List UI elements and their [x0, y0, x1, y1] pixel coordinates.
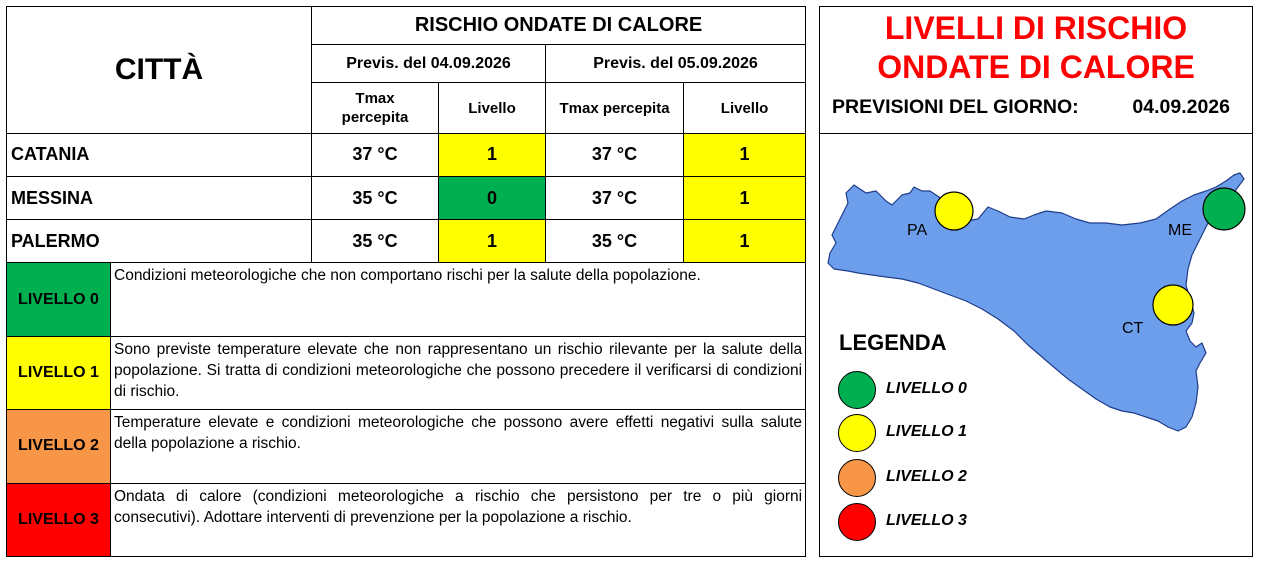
- tmax-day2: 37 °C: [546, 133, 684, 176]
- tmax-day2: 35 °C: [546, 220, 684, 263]
- table-row: [7, 176, 806, 219]
- level-2-dot: [838, 459, 876, 497]
- tmax-day2-header: Tmax percepita: [546, 83, 684, 133]
- forecast-day2-header: Previs. del 05.09.2026: [546, 45, 806, 83]
- level-0-dot: [838, 371, 876, 409]
- level-day1: 1: [439, 133, 546, 176]
- panel-header: [820, 7, 1252, 134]
- legend-title: LEGENDA: [839, 330, 947, 355]
- legend-label: LIVELLO 3: [886, 512, 967, 529]
- city-header: CITTÀ: [7, 7, 312, 134]
- messina-marker: [1203, 188, 1245, 230]
- tmax-day1: 35 °C: [312, 176, 439, 219]
- level-3-dot: [838, 503, 876, 541]
- city-name: CATANIA: [7, 133, 312, 176]
- level-2-description: Temperature elevate e condizioni meteorologiche che possono avere effetti negativi sulla salute della popolazione a rischio.: [111, 410, 806, 483]
- tmax-day1: 37 °C: [312, 133, 439, 176]
- panel-title-line2: ONDATE DI CALORE: [877, 49, 1195, 85]
- level-3-description: Ondata di calore (condizioni meteorologiche a rischio che persistono per tre o più giorni consecutivi). Adottare interventi di prevenzione per la popolazione a rischio.: [111, 483, 806, 556]
- catania-label: CT: [1122, 320, 1144, 337]
- level-day2: 1: [684, 220, 806, 263]
- level-row: [7, 263, 806, 336]
- legend-label: LIVELLO 1: [886, 423, 967, 440]
- palermo-label: PA: [907, 222, 928, 239]
- level-day2-header: Livello: [684, 83, 806, 133]
- level-1-label: LIVELLO 1: [7, 336, 111, 409]
- legend-label: LIVELLO 2: [886, 468, 967, 485]
- palermo-marker: [935, 192, 973, 230]
- level-row: [7, 336, 806, 409]
- table-row: [7, 133, 806, 176]
- catania-marker: [1153, 285, 1193, 325]
- level-day2: 1: [684, 176, 806, 219]
- panel-title-line1: LIVELLI DI RISCHIO: [884, 10, 1188, 46]
- legend-label: LIVELLO 0: [886, 380, 967, 397]
- level-0-label: LIVELLO 0: [7, 263, 111, 336]
- level-1-dot: [838, 414, 876, 452]
- level-0-description: Condizioni meteorologiche che non comportano rischi per la salute della popolazione.: [111, 263, 806, 336]
- city-name: PALERMO: [7, 220, 312, 263]
- city-name: MESSINA: [7, 176, 312, 219]
- level-day1-header: Livello: [439, 83, 546, 133]
- level-row: [7, 410, 806, 483]
- forecast-day-label: PREVISIONI DEL GIORNO:: [832, 96, 1079, 118]
- table-title: RISCHIO ONDATE DI CALORE: [312, 7, 806, 45]
- messina-label: ME: [1168, 222, 1192, 239]
- level-row: [7, 483, 806, 556]
- level-day1: 1: [439, 220, 546, 263]
- heat-risk-table: [6, 6, 806, 557]
- table-row: [7, 220, 806, 263]
- level-day1: 0: [439, 176, 546, 219]
- tmax-day1: 35 °C: [312, 220, 439, 263]
- tmax-day1-header: Tmax percepita: [312, 83, 439, 133]
- risk-map-panel: [819, 6, 1253, 557]
- forecast-day1-header: Previs. del 04.09.2026: [312, 45, 546, 83]
- level-2-label: LIVELLO 2: [7, 410, 111, 483]
- tmax-day2: 37 °C: [546, 176, 684, 219]
- forecast-day-value: 04.09.2026: [1132, 96, 1230, 118]
- level-1-description: Sono previste temperature elevate che non rappresentano un rischio rilevante per la salute della popolazione. Si tratta di condizioni meteorologiche che possono precedere il verificarsi di condizioni di rischio.: [111, 336, 806, 409]
- level-3-label: LIVELLO 3: [7, 483, 111, 556]
- level-day2: 1: [684, 133, 806, 176]
- sicily-map: [820, 135, 1252, 455]
